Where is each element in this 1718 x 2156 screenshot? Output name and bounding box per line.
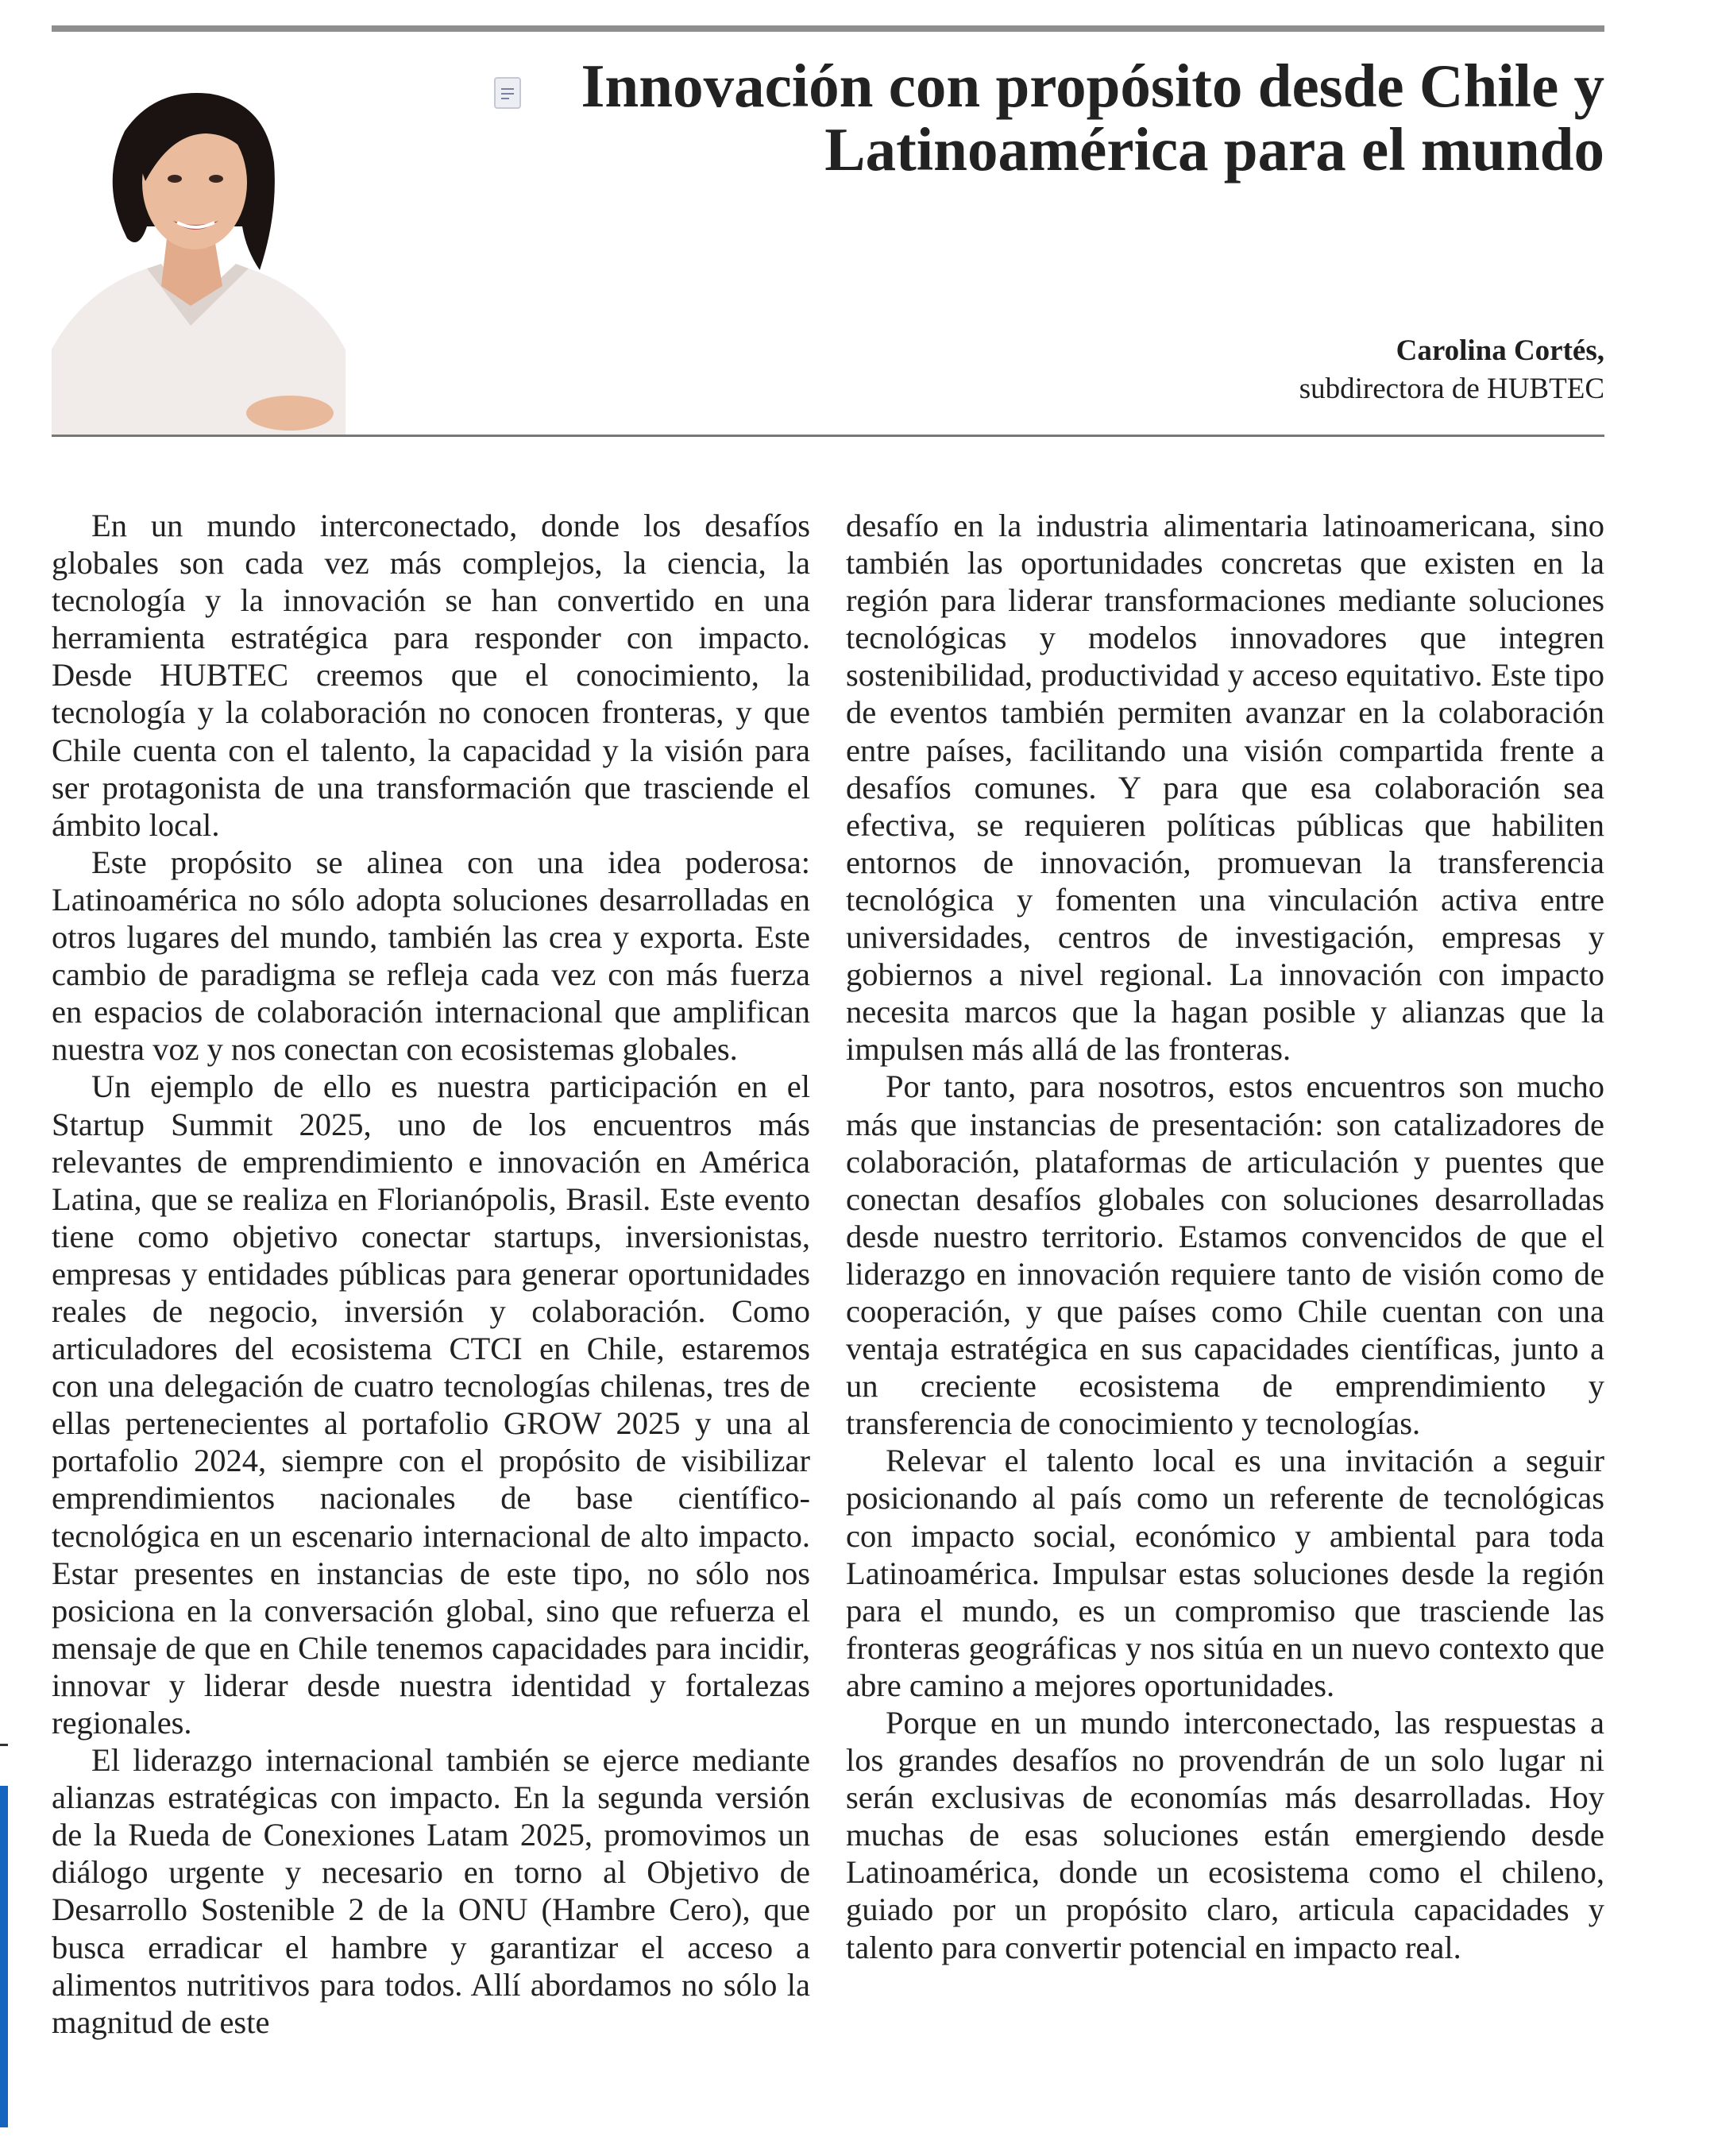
author-byline (1299, 332, 1604, 408)
author-name: Carolina Cortés, (1396, 334, 1604, 367)
paragraph: Relevar el talento local es una invitación a seguir posicionando al país como un referente de tecnológicas con impacto social, económico y ambiental para toda Latinoamérica. Impulsar estas soluciones desde la región para el mundo, es un compromiso que trasciende las fronteras geográficas y nos sitúa en un nuevo contexto que abre camino a mejores oportunidades. (846, 1443, 1604, 1703)
author-portrait (52, 87, 346, 435)
article-body (52, 507, 1604, 2123)
margin-tick (0, 1744, 8, 1746)
left-column (52, 507, 810, 2123)
paragraph: Este propósito se alinea con una idea poderosa: Latinoamérica no sólo adopta soluciones desarrolladas en otros lugares del mundo, también las crea y exporta. Este cambio de paradigma se refleja cada vez con más fuerza en espacios de colaboración internacional que amplifican nuestra voz y nos conectan con ecosistemas globales. (52, 844, 810, 1068)
author-role: subdirectora de HUBTEC (1299, 373, 1604, 405)
right-column (846, 507, 1604, 2123)
margin-highlight-bar (0, 1786, 8, 2127)
paragraph: El liderazgo internacional también se ejerce mediante alianzas estratégicas con impacto. En la segunda versión de la Rueda de Conexiones Latam 2025, promovimos un diálogo urgente y necesario en torno al Objetivo de Desarrollo Sostenible 2 de la ONU (Hambre Cero), que busca erradicar el hambre y garantizar el acceso a alimentos nutritivos para todos. Allí abordamos no sólo la magnitud de este (52, 1742, 810, 2040)
header-divider (52, 435, 1604, 437)
paragraph: En un mundo interconectado, donde los desafíos globales son cada vez más complejos, la ciencia, la tecnología y la innovación se han convertido en una herramienta estratégica para responder con impacto. Desde HUBTEC creemos que el conocimiento, la tecnología y la colaboración no conocen fronteras, y que Chile cuenta con el talento, la capacidad y la visión para ser protagonista de una transformación que trasciende el ámbito local. (52, 508, 810, 843)
paragraph: Por tanto, para nosotros, estos encuentros son mucho más que instancias de presentación: son catalizadores de colaboración, plataformas de articulación y puentes que conectan desafíos globales con soluciones desarrolladas desde nuestro territorio. Estamos convencidos de que el liderazgo en innovación requiere tanto de visión como de cooperación, y que países como Chile cuentan con una ventaja estratégica en sus capacidades científicas, junto a un creciente ecosistema de emprendimiento y transferencia de conocimiento y tecnologías. (846, 1068, 1604, 1442)
paragraph: Porque en un mundo interconectado, las respuestas a los grandes desafíos no provendrán de un solo lugar ni serán exclusivas de economías más desarrolladas. Hoy muchas de esas soluciones están emergiendo desde Latinoamérica, donde un ecosistema como el chileno, guiado por un propósito claro, articula capacidades y talento para convertir potencial en impacto real. (846, 1705, 1604, 1965)
paragraph: Un ejemplo de ello es nuestra participación en el Startup Summit 2025, uno de los encuentros más relevantes de emprendimiento e innovación en América Latina, que se realiza en Florianópolis, Brasil. Este evento tiene como objetivo conectar startups, inversionistas, empresas y entidades públicas para generar oportunidades reales de negocio, inversión y colaboración. Como articuladores del ecosistema CTCI en Chile, estaremos con una delegación de cuatro tecnologías chilenas, tres de ellas pertenecientes al portafolio GROW 2025 y una al portafolio 2024, siempre con el propósito de visibilizar emprendimientos nacionales de base científico-tecnológica en un escenario internacional de alto impacto. Estar presentes en instancias de este tipo, no sólo nos posiciona en la conversación global, sino que refuerza el mensaje de que en Chile tenemos capacidades para incidir, innovar y liderar desde nuestra identidad y fortalezas regionales. (52, 1068, 810, 1741)
top-rule (52, 25, 1604, 32)
paragraph: desafío en la industria alimentaria latinoamericana, sino también las oportunidades concretas que existen en la región para liderar transformaciones mediante soluciones tecnológicas y modelos innovadores que integren sostenibilidad, productividad y acceso equitativo. Este tipo de eventos también permiten avanzar en la colaboración entre países, facilitando una visión compartida frente a desafíos comunes. Y para que esa colaboración sea efectiva, se requieren políticas públicas que habiliten entornos de innovación, promuevan la transferencia tecnológica y fomenten una vinculación activa entre universidades, centros de investigación, empresas y gobiernos a nivel regional. La innovación con impacto necesita marcos que la hagan posible y alianzas que la impulsen más allá de las fronteras. (846, 508, 1604, 1068)
article-headline: Innovación con propósito desde Chile y Latinoamérica para el mundo (581, 52, 1604, 184)
